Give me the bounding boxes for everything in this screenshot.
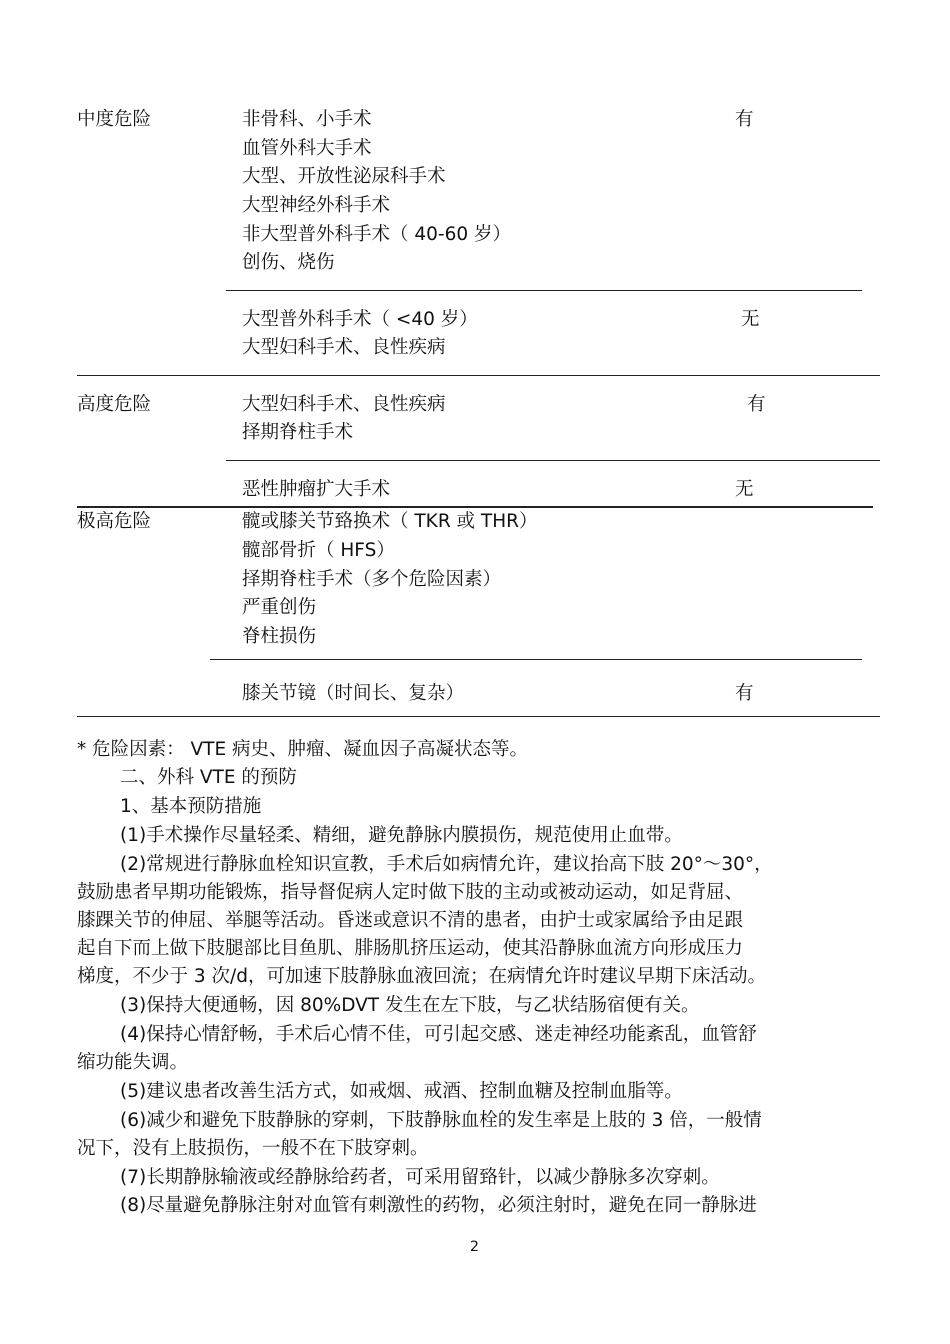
subsection-heading: 1、基本预防措施 xyxy=(120,796,262,817)
surgery-item: 创伤、烧伤 xyxy=(242,252,335,273)
surgery-item: 髋部骨折（ HFS） xyxy=(242,540,395,561)
paragraph-line: 起自下而上做下肢腿部比目鱼肌、腓肠肌挤压运动，使其沿静脉血流方向形成压力 xyxy=(77,938,744,959)
risk-level-moderate: 中度危险 xyxy=(77,109,152,130)
risk-factor-value: 有 xyxy=(747,394,766,415)
surgery-item: 非大型普外科手术（ 40-60 岁） xyxy=(242,224,512,245)
surgery-item: 髋或膝关节臵换术（ TKR 或 THR） xyxy=(242,511,538,532)
table-divider xyxy=(226,460,880,461)
paragraph-line: (5)建议患者改善生活方式，如戒烟、戒酒、控制血糖及控制血脂等。 xyxy=(120,1081,683,1102)
table-divider xyxy=(210,659,862,660)
surgery-item: 非骨科、小手术 xyxy=(242,109,372,130)
paragraph-line: 梯度，不少于 3 次/d，可加速下肢静脉血液回流；在病情允许时建议早期下床活动。 xyxy=(77,966,767,987)
paragraph-line: (1)手术操作尽量轻柔、精细，避免静脉内膜损伤，规范使用止血带。 xyxy=(120,825,683,846)
paragraph-line: 鼓励患者早期功能锻炼，指导督促病人定时做下肢的主动或被动运动，如足背屈、 xyxy=(77,882,744,903)
surgery-item: 大型、开放性泌尿科手术 xyxy=(242,166,446,187)
surgery-item: 择期脊柱手术（多个危险因素） xyxy=(242,569,502,590)
table-divider xyxy=(77,506,873,508)
page-number: 2 xyxy=(470,1239,479,1255)
risk-factor-value: 无 xyxy=(735,479,754,500)
risk-factor-value: 有 xyxy=(735,683,754,704)
surgery-item: 脊柱损伤 xyxy=(242,626,317,647)
paragraph-line: 膝踝关节的伸屈、举腿等活动。昏迷或意识不清的患者，由护士或家属给予由足跟 xyxy=(77,910,744,931)
risk-level-high: 高度危险 xyxy=(77,394,152,415)
risk-factor-value: 无 xyxy=(741,309,760,330)
surgery-item: 大型妇科手术、良性疾病 xyxy=(242,394,446,415)
surgery-item: 膝关节镜（时间长、复杂） xyxy=(242,683,465,704)
risk-level-very-high: 极高危险 xyxy=(77,511,152,532)
surgery-item: 大型妇科手术、良性疾病 xyxy=(242,337,446,358)
paragraph-line: (7)长期静脉输液或经静脉给药者，可采用留臵针，以减少静脉多次穿刺。 xyxy=(120,1167,720,1188)
table-footnote: * 危险因素： VTE 病史、肿瘤、凝血因子高凝状态等。 xyxy=(77,739,529,760)
surgery-item: 血管外科大手术 xyxy=(242,138,372,159)
surgery-item: 严重创伤 xyxy=(242,597,317,618)
paragraph-line: (8)尽量避免静脉注射对血管有刺激性的药物，必须注射时，避免在同一静脉进 xyxy=(120,1195,757,1216)
risk-factor-value: 有 xyxy=(735,109,754,130)
section-heading: 二、外科 VTE 的预防 xyxy=(120,767,297,788)
paragraph-line: 缩功能失调。 xyxy=(77,1052,189,1073)
table-divider xyxy=(77,375,880,376)
table-bottom-rule xyxy=(77,716,880,717)
surgery-item: 恶性肿瘤扩大手术 xyxy=(242,479,391,500)
table-divider xyxy=(226,290,862,291)
surgery-item: 择期脊柱手术 xyxy=(242,422,354,443)
paragraph-line: 况下，没有上肢损伤，一般不在下肢穿刺。 xyxy=(77,1138,429,1159)
surgery-item: 大型普外科手术（ <40 岁） xyxy=(242,309,478,330)
paragraph-line: (4)保持心情舒畅，手术后心情不佳，可引起交感、迷走神经功能紊乱，血管舒 xyxy=(120,1024,757,1045)
surgery-item: 大型神经外科手术 xyxy=(242,195,391,216)
paragraph-line: (6)减少和避免下肢静脉的穿刺，下肢静脉血栓的发生率是上肢的 3 倍，一般情 xyxy=(120,1110,762,1131)
paragraph-line: (2)常规进行静脉血栓知识宣教，手术后如病情允许，建议抬高下肢 20°～30°， xyxy=(120,854,773,875)
paragraph-line: (3)保持大便通畅，因 80%DVT 发生在左下肢，与乙状结肠宿便有关。 xyxy=(120,995,700,1016)
